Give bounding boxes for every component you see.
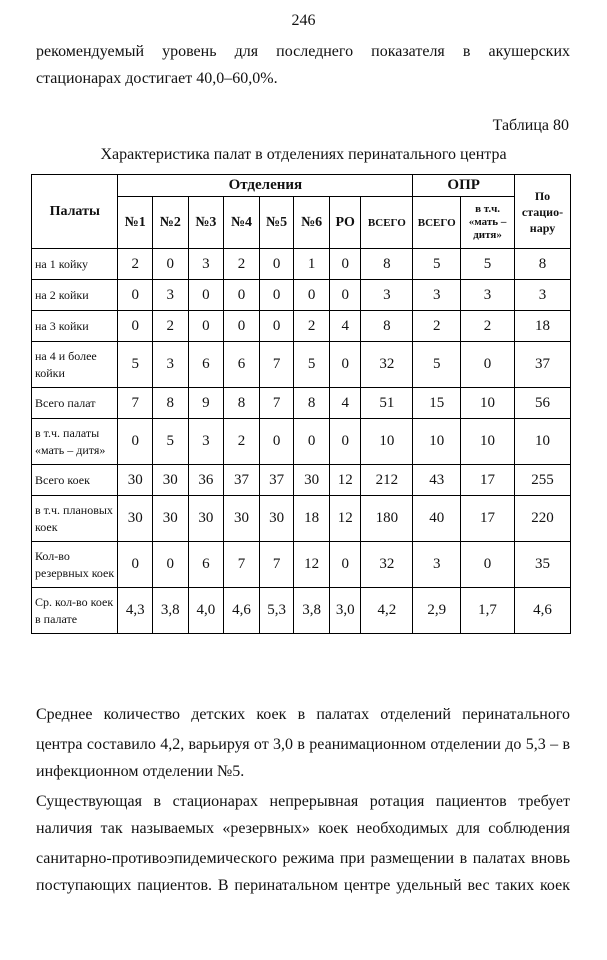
table-cell: 32 — [361, 542, 413, 588]
table-row — [32, 465, 571, 496]
header-dept-4: №4 — [224, 197, 260, 249]
table-cell: 10 — [413, 419, 461, 465]
table-cell: 0 — [118, 419, 153, 465]
table-cell: 30 — [294, 465, 330, 496]
header-rooms: Палаты — [32, 175, 118, 249]
table-cell: 0 — [461, 342, 515, 388]
table-cell: 5 — [118, 342, 153, 388]
table-cell: 3 — [153, 280, 189, 311]
row-label: на 2 койки — [32, 280, 118, 311]
table-cell: 0 — [329, 280, 361, 311]
table-cell: 40 — [413, 496, 461, 542]
row-label: Всего палат — [32, 388, 118, 419]
table-cell: 7 — [259, 388, 294, 419]
table-cell: 2 — [294, 311, 330, 342]
table-cell: 0 — [118, 542, 153, 588]
table-cell: 4 — [329, 388, 361, 419]
table-cell: 10 — [361, 419, 413, 465]
table-cell: 32 — [361, 342, 413, 388]
table-cell: 3 — [461, 280, 515, 311]
table-row — [32, 496, 571, 542]
table-cell: 0 — [188, 280, 224, 311]
table-cell: 37 — [224, 465, 260, 496]
page-number: 246 — [291, 12, 316, 29]
table-cell: 8 — [361, 311, 413, 342]
table-cell: 30 — [188, 496, 224, 542]
table-cell: 0 — [118, 311, 153, 342]
para1-line-3: инфекционном отделении №5. — [36, 763, 245, 780]
table-cell: 0 — [188, 311, 224, 342]
table-cell: 8 — [361, 249, 413, 280]
header-dept-total: ВСЕГО — [361, 197, 413, 249]
row-label: на 1 койку — [32, 249, 118, 280]
table-cell: 30 — [259, 496, 294, 542]
row-label: в т.ч. плановых коек — [32, 496, 118, 542]
table-cell: 0 — [294, 419, 330, 465]
table-cell: 8 — [515, 249, 571, 280]
table-cell: 2 — [413, 311, 461, 342]
table-cell: 4,6 — [515, 588, 571, 634]
row-label: Всего коек — [32, 465, 118, 496]
table-cell: 6 — [188, 542, 224, 588]
table-cell: 8 — [294, 388, 330, 419]
table-cell: 3 — [153, 342, 189, 388]
table-cell: 8 — [224, 388, 260, 419]
table-cell: 0 — [329, 342, 361, 388]
table-cell: 5 — [413, 249, 461, 280]
table-cell: 5,3 — [259, 588, 294, 634]
header-opr: ОПР — [413, 175, 515, 197]
table-cell: 12 — [294, 542, 330, 588]
para2-line-4: поступающих пациентов. В перинатальном центре удельный вес таких коек — [36, 877, 570, 894]
table-cell: 12 — [329, 496, 361, 542]
table-cell: 3 — [413, 280, 461, 311]
table-cell: 7 — [259, 342, 294, 388]
table-cell: 0 — [259, 280, 294, 311]
table-cell: 17 — [461, 496, 515, 542]
table-cell: 17 — [461, 465, 515, 496]
table-row — [32, 311, 571, 342]
table-cell: 30 — [153, 496, 189, 542]
table-cell: 3,8 — [153, 588, 189, 634]
table-cell: 4,2 — [361, 588, 413, 634]
table-row — [32, 419, 571, 465]
intro-line-2: стационарах достигает 40,0–60,0%. — [36, 70, 278, 87]
table-cell: 7 — [118, 388, 153, 419]
row-label: на 3 койки — [32, 311, 118, 342]
table-cell: 0 — [153, 542, 189, 588]
table-cell: 5 — [413, 342, 461, 388]
table-cell: 2 — [118, 249, 153, 280]
table-cell: 3,8 — [294, 588, 330, 634]
table-cell: 255 — [515, 465, 571, 496]
table-cell: 30 — [118, 465, 153, 496]
table-cell: 30 — [153, 465, 189, 496]
table-cell: 7 — [224, 542, 260, 588]
table-cell: 220 — [515, 496, 571, 542]
table-cell: 0 — [461, 542, 515, 588]
header-dept-3: №3 — [188, 197, 224, 249]
row-label: в т.ч. палаты «мать – дитя» — [32, 419, 118, 465]
table-cell: 10 — [461, 419, 515, 465]
table-cell: 51 — [361, 388, 413, 419]
table-row — [32, 280, 571, 311]
table-cell: 3 — [515, 280, 571, 311]
table-row — [32, 249, 571, 280]
table-cell: 18 — [294, 496, 330, 542]
table-cell: 3 — [361, 280, 413, 311]
para1-line-1: Среднее количество детских коек в палатах отделений перинатального — [36, 706, 570, 723]
table-cell: 0 — [224, 311, 260, 342]
para1-line-2: центра составило 4,2, варьируя от 3,0 в реанимационном отделении до 5,3 – в — [36, 736, 570, 753]
table-cell: 3 — [188, 419, 224, 465]
table-cell: 1 — [294, 249, 330, 280]
table-cell: 6 — [224, 342, 260, 388]
header-opr-mother-child: в т.ч. «мать – дитя» — [461, 197, 515, 249]
row-label: Кол-во резервных коек — [32, 542, 118, 588]
table-cell: 0 — [224, 280, 260, 311]
table-row — [32, 388, 571, 419]
table-cell: 36 — [188, 465, 224, 496]
table-cell: 6 — [188, 342, 224, 388]
table-cell: 3 — [413, 542, 461, 588]
table-cell: 2 — [224, 419, 260, 465]
para2-line-2: наличия так называемых «резервных» коек необходимых для соблюдения — [36, 820, 570, 837]
header-dept-1: №1 — [118, 197, 153, 249]
header-per-hospital: По стацио-нару — [515, 175, 571, 249]
table-cell: 212 — [361, 465, 413, 496]
table-cell: 10 — [515, 419, 571, 465]
table-cell: 18 — [515, 311, 571, 342]
table-cell: 0 — [329, 249, 361, 280]
table-cell: 4,6 — [224, 588, 260, 634]
table-cell: 1,7 — [461, 588, 515, 634]
table-cell: 37 — [515, 342, 571, 388]
header-dept-2: №2 — [153, 197, 189, 249]
table-cell: 0 — [153, 249, 189, 280]
table-cell: 2 — [153, 311, 189, 342]
header-departments: Отделения — [118, 175, 413, 197]
table-cell: 3,0 — [329, 588, 361, 634]
table-cell: 43 — [413, 465, 461, 496]
table-cell: 180 — [361, 496, 413, 542]
table-cell: 7 — [259, 542, 294, 588]
header-opr-total: ВСЕГО — [413, 197, 461, 249]
header-dept-ro: РО — [329, 197, 361, 249]
table-cell: 56 — [515, 388, 571, 419]
table-cell: 12 — [329, 465, 361, 496]
table-cell: 0 — [259, 249, 294, 280]
table-cell: 30 — [118, 496, 153, 542]
table-cell: 0 — [329, 542, 361, 588]
table-cell: 5 — [153, 419, 189, 465]
table-cell: 9 — [188, 388, 224, 419]
header-dept-6: №6 — [294, 197, 330, 249]
table-cell: 0 — [329, 419, 361, 465]
table-cell: 2,9 — [413, 588, 461, 634]
para2-line-1: Существующая в стационарах непрерывная ротация пациентов требует — [36, 793, 570, 810]
table-cell: 0 — [118, 280, 153, 311]
table-cell: 15 — [413, 388, 461, 419]
header-dept-5: №5 — [259, 197, 294, 249]
table-cell: 5 — [294, 342, 330, 388]
intro-line-1: рекомендуемый уровень для последнего показателя в акушерских — [36, 43, 570, 60]
table-cell: 10 — [461, 388, 515, 419]
table-cell: 4,0 — [188, 588, 224, 634]
row-label: Ср. кол-во коек в палате — [32, 588, 118, 634]
table-cell: 8 — [153, 388, 189, 419]
rooms-table — [31, 174, 571, 634]
table-cell: 35 — [515, 542, 571, 588]
table-cell: 5 — [461, 249, 515, 280]
table-cell: 0 — [259, 311, 294, 342]
table-cell: 37 — [259, 465, 294, 496]
table-row — [32, 542, 571, 588]
para2-line-3: санитарно-противоэпидемического режима при размещении в палатах вновь — [36, 850, 570, 867]
table-cell: 4,3 — [118, 588, 153, 634]
table-title: Характеристика палат в отделениях перинатального центра — [100, 146, 507, 163]
table-cell: 4 — [329, 311, 361, 342]
table-cell: 2 — [224, 249, 260, 280]
table-cell: 0 — [259, 419, 294, 465]
table-row — [32, 588, 571, 634]
table-cell: 3 — [188, 249, 224, 280]
row-label: на 4 и более койки — [32, 342, 118, 388]
table-row — [32, 342, 571, 388]
table-cell: 30 — [224, 496, 260, 542]
table-cell: 2 — [461, 311, 515, 342]
table-label: Таблица 80 — [492, 117, 569, 134]
table-cell: 0 — [294, 280, 330, 311]
